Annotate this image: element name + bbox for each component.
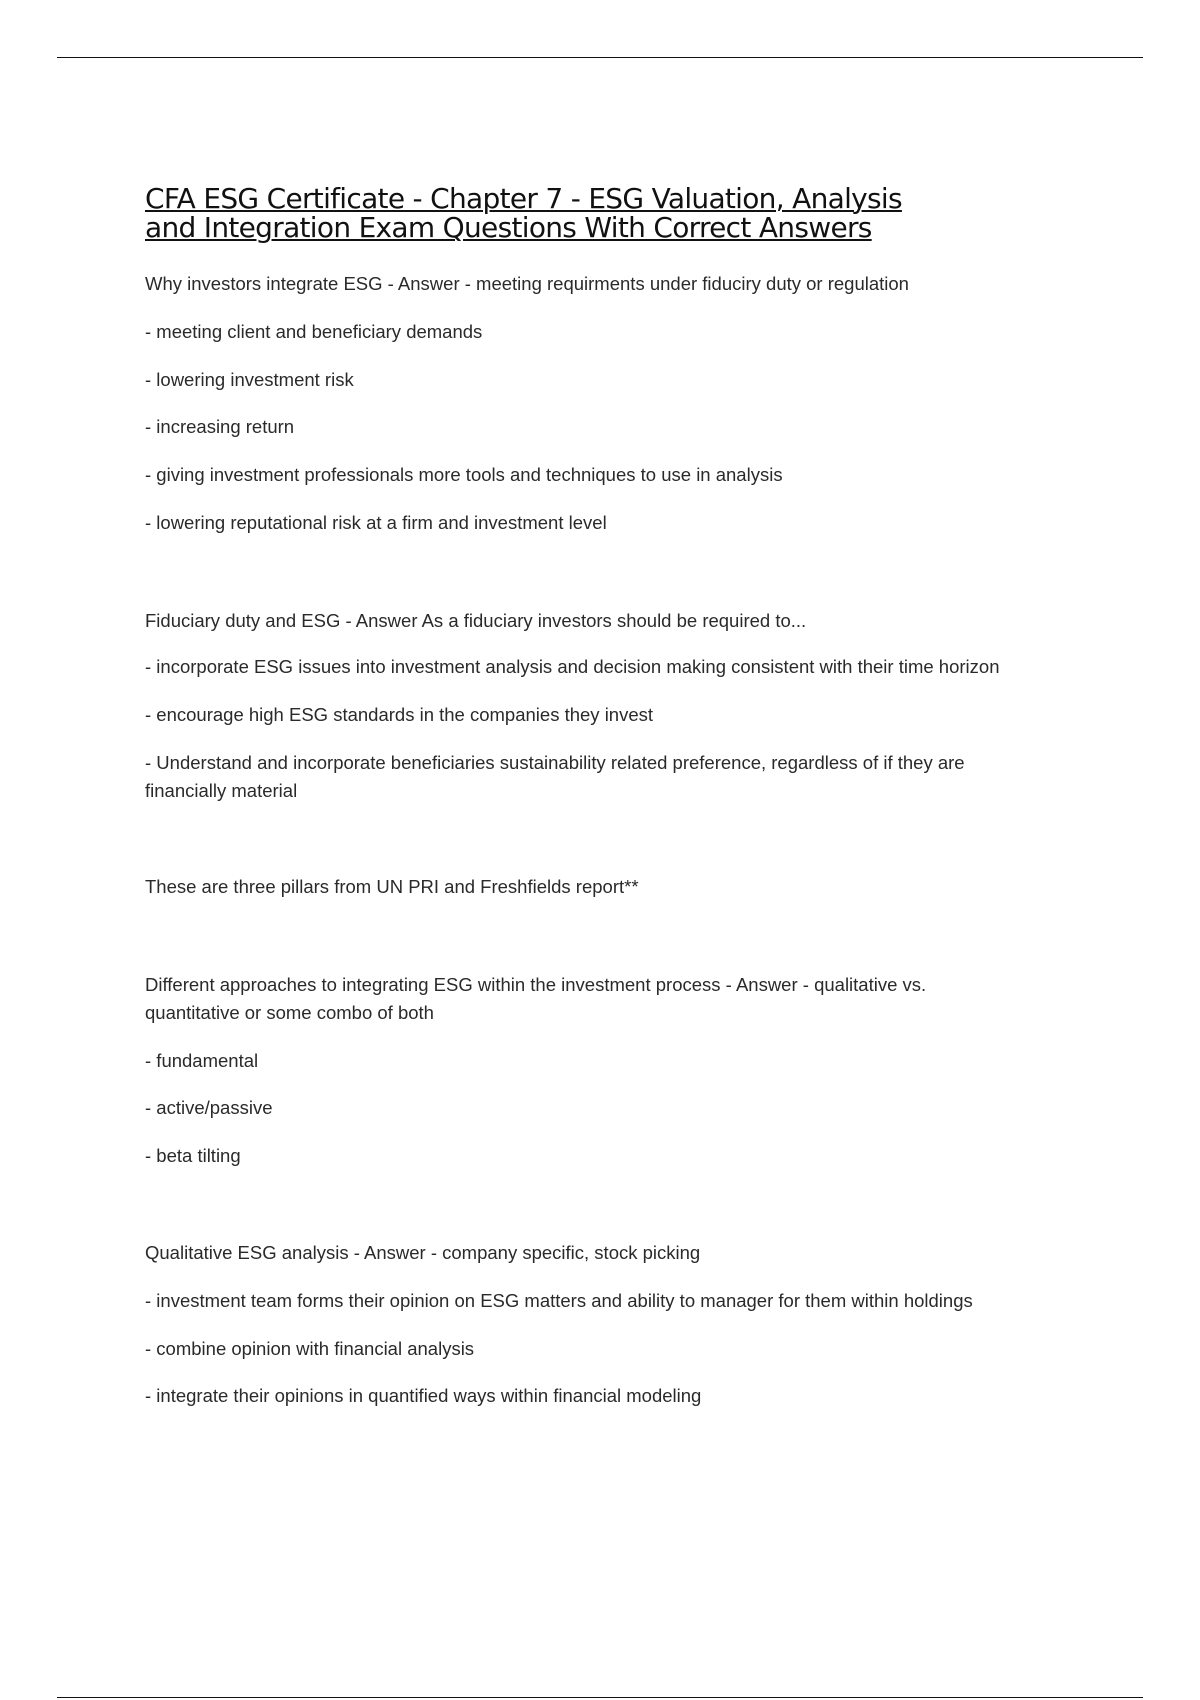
footer-rule <box>57 1697 1143 1698</box>
answer-bullet: - lowering investment risk <box>145 369 354 390</box>
answer-bullet: - giving investment professionals more tools and techniques to use in analysis <box>145 464 783 485</box>
document-title-line-2: and Integration Exam Questions With Correct Answers <box>145 211 872 244</box>
answer-bullet: - increasing return <box>145 416 295 437</box>
answer-bullet-continuation: financially material <box>145 780 298 801</box>
question-why-integrate-esg: Why investors integrate ESG - Answer - meeting requirments under fiduciry duty or regulation <box>145 273 909 294</box>
answer-bullet: - fundamental <box>145 1050 259 1071</box>
answer-bullet: - beta tilting <box>145 1145 241 1166</box>
answer-bullet: - integrate their opinions in quantified ways within financial modeling <box>145 1385 702 1406</box>
answer-bullet: - meeting client and beneficiary demands <box>145 321 483 342</box>
answer-bullet: - investment team forms their opinion on ESG matters and ability to manager for them within holdings <box>145 1290 973 1311</box>
document-title-line-1: CFA ESG Certificate - Chapter 7 - ESG Valuation, Analysis <box>145 182 902 215</box>
document-title <box>145 184 1065 242</box>
question-qualitative-esg-analysis: Qualitative ESG analysis - Answer - company specific, stock picking <box>145 1242 701 1263</box>
answer-bullet: - encourage high ESG standards in the companies they invest <box>145 704 654 725</box>
note-three-pillars: These are three pillars from UN PRI and Freshfields report** <box>145 876 639 897</box>
question-fiduciary-duty: Fiduciary duty and ESG - Answer As a fiduciary investors should be required to... <box>145 610 807 631</box>
question-different-approaches: Different approaches to integrating ESG within the investment process - Answer - qualitative vs. <box>145 974 927 995</box>
answer-bullet: - incorporate ESG issues into investment analysis and decision making consistent with their time horizon <box>145 656 1000 677</box>
answer-bullet: - combine opinion with financial analysis <box>145 1338 475 1359</box>
answer-bullet: - lowering reputational risk at a firm and investment level <box>145 512 607 533</box>
question-different-approaches-continuation: quantitative or some combo of both <box>145 1002 434 1023</box>
answer-bullet: - active/passive <box>145 1097 273 1118</box>
answer-bullet: - Understand and incorporate beneficiaries sustainability related preference, regardless of if they are <box>145 752 965 773</box>
header-rule <box>57 57 1143 58</box>
